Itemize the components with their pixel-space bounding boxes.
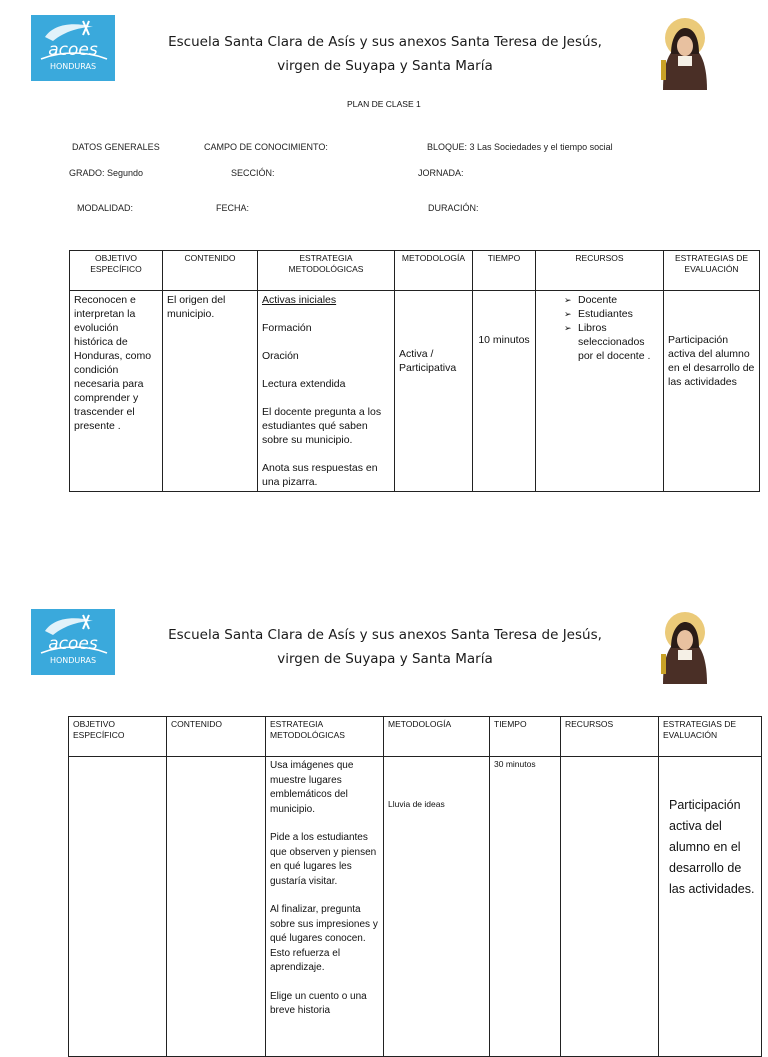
cell-evaluacion bbox=[664, 291, 760, 492]
logo-text-top: acoes bbox=[48, 40, 98, 60]
school-title-line2: virgen de Suyapa y Santa María bbox=[277, 58, 493, 74]
school-title bbox=[150, 623, 620, 671]
lesson-plan-table-2 bbox=[68, 716, 762, 1057]
table-header-row bbox=[69, 717, 762, 757]
lesson-plan-table-1 bbox=[69, 250, 760, 492]
cell-recursos bbox=[536, 291, 664, 492]
jornada-label: JORNADA: bbox=[418, 168, 464, 178]
tiempo-text: 10 minutos bbox=[478, 334, 530, 346]
cell-tiempo bbox=[490, 757, 561, 1057]
grado-label: GRADO: Segundo bbox=[69, 168, 144, 178]
table-row bbox=[69, 757, 762, 1057]
tiempo-text: 30 minutos bbox=[494, 759, 536, 769]
school-title-line2: virgen de Suyapa y Santa María bbox=[277, 651, 493, 667]
cell-evaluacion bbox=[659, 757, 762, 1057]
estrategia-item: Formación bbox=[262, 322, 312, 334]
evaluacion-text: Participación activa del alumno en el desarrollo de las actividades. bbox=[669, 798, 755, 896]
header-objetivo: OBJETIVO ESPECÍFICO bbox=[70, 251, 163, 291]
logo-text-top: acoes bbox=[48, 634, 98, 654]
header-metodologia: METODOLOGÍA bbox=[395, 251, 473, 291]
school-title-line1: Escuela Santa Clara de Asís y sus anexos Santa Teresa de Jesús, bbox=[168, 627, 602, 643]
table-header-row bbox=[70, 251, 760, 291]
recurso-item: ➢ Estudiantes bbox=[562, 307, 659, 321]
header-tiempo: TIEMPO bbox=[473, 251, 536, 291]
header-estrategia: ESTRATEGIA METODOLÓGICAS bbox=[258, 251, 395, 291]
cell-metodologia bbox=[384, 757, 490, 1057]
acoes-logo bbox=[31, 15, 115, 81]
cell-objetivo bbox=[69, 757, 167, 1057]
school-title-line1: Escuela Santa Clara de Asís y sus anexos Santa Teresa de Jesús, bbox=[168, 34, 602, 50]
recurso-item: ➢ Docente bbox=[562, 293, 659, 307]
cell-tiempo bbox=[473, 291, 536, 492]
header-recursos: RECURSOS bbox=[561, 717, 659, 757]
evaluacion-text: Participación activa del alumno en el desarrollo de las actividades bbox=[668, 334, 755, 388]
header-evaluacion: ESTRATEGIAS DE EVALUACIÓN bbox=[664, 251, 760, 291]
modalidad-label: MODALIDAD: bbox=[77, 203, 134, 213]
header-evaluacion: ESTRATEGIAS DE EVALUACIÓN bbox=[659, 717, 762, 757]
estrategia-item: El docente pregunta a los estudiantes qué saben sobre su municipio. bbox=[262, 406, 382, 446]
header-recursos: RECURSOS bbox=[536, 251, 664, 291]
bloque-label: BLOQUE: 3 Las Sociedades y el tiempo social bbox=[427, 142, 613, 152]
estrategia-item: Oración bbox=[262, 350, 299, 362]
saint-image bbox=[649, 604, 719, 684]
plan-title: PLAN DE CLASE 1 bbox=[347, 99, 421, 109]
cell-contenido bbox=[167, 757, 266, 1057]
campo-conocimiento-label: CAMPO DE CONOCIMIENTO: bbox=[204, 142, 328, 152]
table-row bbox=[70, 291, 760, 492]
cell-estrategias bbox=[266, 757, 384, 1057]
cell-contenido: El origen del municipio. bbox=[163, 291, 258, 492]
logo-text-bottom: HONDURAS bbox=[49, 656, 97, 665]
logo-text-bottom: HONDURAS bbox=[49, 62, 97, 71]
cell-metodologia bbox=[395, 291, 473, 492]
header-metodologia: METODOLOGÍA bbox=[384, 717, 490, 757]
estrategia-item: Usa imágenes que muestre lugares emblemáticos del municipio. bbox=[270, 760, 354, 815]
estrategia-item: Anota sus respuestas en una pizarra. bbox=[262, 462, 378, 488]
fecha-label: FECHA: bbox=[216, 203, 250, 213]
estrategia-item: Lectura extendida bbox=[262, 378, 346, 390]
estrategia-item: Activas iniciales bbox=[262, 294, 337, 306]
school-title bbox=[150, 30, 620, 78]
duracion-label: DURACIÓN: bbox=[428, 203, 479, 213]
header-contenido: CONTENIDO bbox=[163, 251, 258, 291]
metodologia-text: Lluvia de ideas bbox=[388, 799, 445, 809]
cell-recursos bbox=[561, 757, 659, 1057]
acoes-logo bbox=[31, 609, 115, 675]
header-tiempo: TIEMPO bbox=[490, 717, 561, 757]
datos-generales-label: DATOS GENERALES bbox=[72, 142, 160, 152]
estrategia-item: Pide a los estudiantes que observen y piensen en qué lugares les gustaría visitar. bbox=[270, 832, 377, 887]
metodologia-text: Activa / Participativa bbox=[399, 348, 457, 374]
header-contenido: CONTENIDO bbox=[167, 717, 266, 757]
cell-objetivo: Reconocen e interpretan la evolución histórica de Honduras, como condición necesaria para comprender y trascender el presente . bbox=[70, 291, 163, 492]
header-objetivo: OBJETIVO ESPECÍFICO bbox=[69, 717, 167, 757]
estrategia-item: Elige un cuento o una breve historia bbox=[270, 990, 367, 1016]
cell-estrategias bbox=[258, 291, 395, 492]
estrategia-item: Al finalizar, pregunta sobre sus impresiones y qué lugares conocen. Esto refuerza el aprendizaje. bbox=[270, 904, 378, 973]
saint-image bbox=[649, 10, 719, 90]
seccion-label: SECCIÓN: bbox=[231, 168, 275, 178]
header-estrategia: ESTRATEGIA METODOLÓGICAS bbox=[266, 717, 384, 757]
recurso-item: ➢ Libros seleccionados por el docente . bbox=[562, 321, 659, 363]
